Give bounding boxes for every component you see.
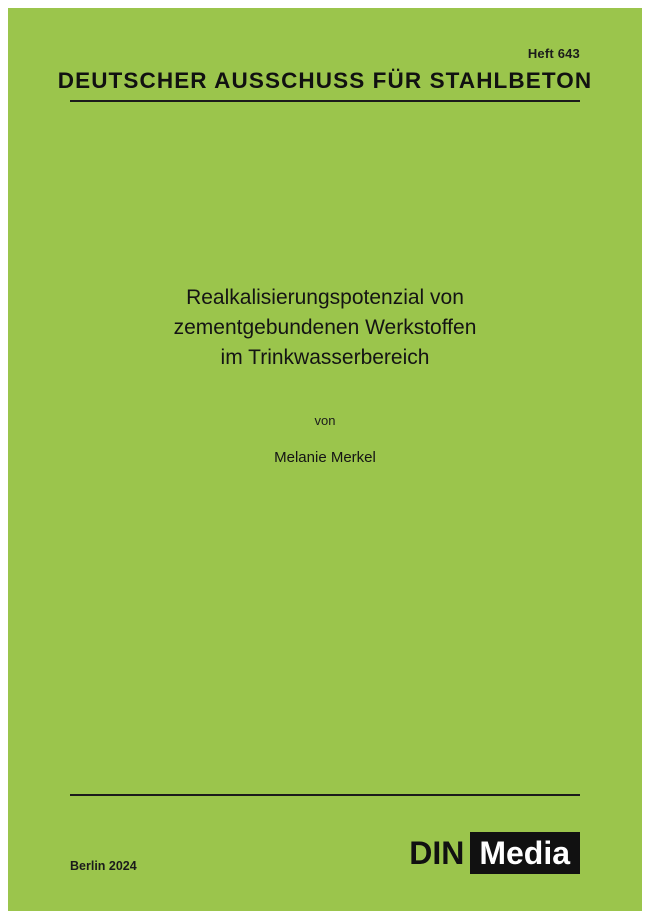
title-line-2: zementgebundenen Werkstoffen xyxy=(173,315,477,339)
page-title xyxy=(78,283,572,372)
top-divider xyxy=(70,100,580,102)
place-and-year: Berlin 2024 xyxy=(70,859,137,873)
title-line-3: im Trinkwasserbereich xyxy=(220,345,430,369)
byline-label: von xyxy=(314,413,336,428)
author-name: Melanie Merkel xyxy=(274,449,376,466)
committee-title: DEUTSCHER AUSSCHUSS FÜR STAHLBETON xyxy=(57,68,593,93)
publisher-logo-din: DIN xyxy=(409,835,465,871)
publisher-logo-media: Media xyxy=(470,832,580,874)
issue-number: Heft 643 xyxy=(527,46,580,61)
publisher-logo xyxy=(409,832,580,874)
bottom-divider xyxy=(70,794,580,796)
title-line-1: Realkalisierungspotenzial von xyxy=(186,286,464,309)
cover-background xyxy=(8,8,642,911)
